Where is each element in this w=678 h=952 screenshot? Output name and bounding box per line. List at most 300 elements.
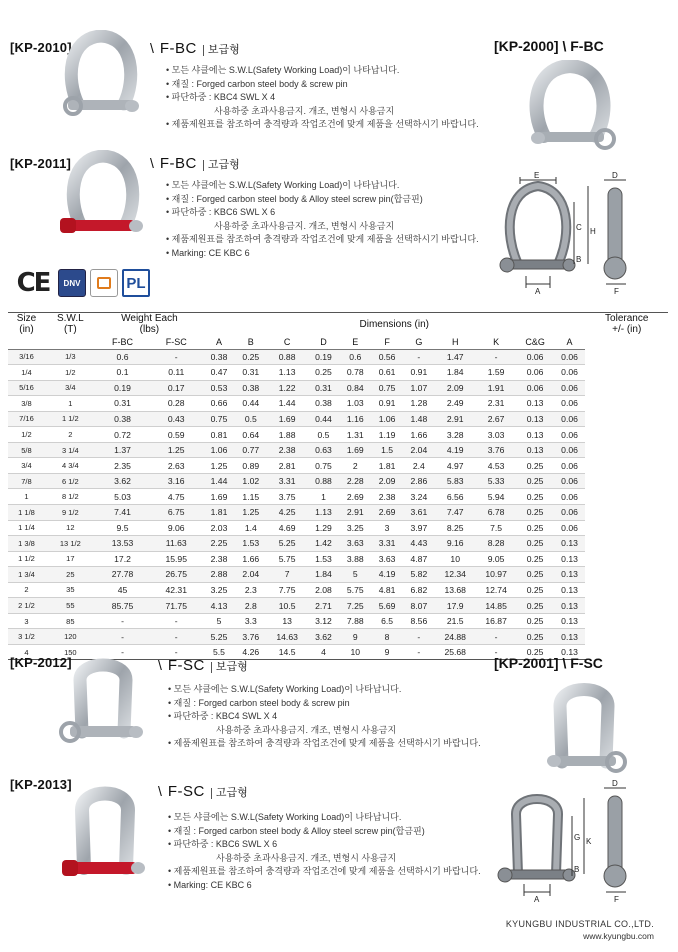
table-cell: 0.13 xyxy=(554,613,586,629)
table-cell: 2.28 xyxy=(339,473,371,489)
table-cell: 0.06 xyxy=(554,349,586,365)
table-cell: 35 xyxy=(45,582,96,598)
table-cell: 0.13 xyxy=(554,644,586,660)
table-cell: 1.47 xyxy=(435,349,476,365)
subcol-4: C xyxy=(267,335,308,349)
table-cell: 0.1 xyxy=(96,365,150,381)
table-cell: 0.6 xyxy=(339,349,371,365)
spec-item: • 모든 샤클에는 S.W.L(Safety Working Load)이 나타납니다. xyxy=(168,811,481,825)
spec-item: • 파단하중 : KBC6 SWL X 6 xyxy=(166,206,479,220)
table-cell: 2.31 xyxy=(476,396,517,412)
table-cell: 0.53 xyxy=(203,380,235,396)
table-cell: 6.78 xyxy=(476,504,517,520)
table-cell: 150 xyxy=(45,644,96,660)
table-cell: 4.26 xyxy=(235,644,267,660)
subcol-2: A xyxy=(203,335,235,349)
table-cell: 0.84 xyxy=(339,380,371,396)
dim-label-f: F xyxy=(614,895,619,904)
table-cell: 10 xyxy=(339,644,371,660)
subcol-8: G xyxy=(403,335,435,349)
spec-list-kp2011 xyxy=(166,179,479,261)
table-cell: 3.63 xyxy=(371,551,403,567)
table-cell: 4.43 xyxy=(403,536,435,552)
table-cell: 5.82 xyxy=(403,567,435,583)
spec-item: 사용하중 초과사용금지. 개조, 변형시 사용금지 xyxy=(216,724,397,735)
table-cell: 4.97 xyxy=(435,458,476,474)
table-cell: 11.63 xyxy=(149,536,203,552)
dim-label-d: D xyxy=(612,780,618,788)
table-cell: 1.66 xyxy=(235,551,267,567)
table-row xyxy=(8,458,668,474)
table-cell: 8.28 xyxy=(476,536,517,552)
table-cell: 17.2 xyxy=(96,551,150,567)
table-cell: 21.5 xyxy=(435,613,476,629)
spec-item: • 제품제원표를 참조하여 충격량과 작업조건에 맞게 제품을 선택하시기 바랍니다. xyxy=(168,865,481,879)
table-cell: 1.25 xyxy=(235,504,267,520)
table-cell: 4.13 xyxy=(203,598,235,614)
table-cell: 0.06 xyxy=(554,442,586,458)
table-row xyxy=(8,504,668,520)
table-cell: 1.59 xyxy=(476,365,517,381)
table-cell: 1 xyxy=(308,489,340,505)
table-cell: 8 xyxy=(371,629,403,645)
table-cell: 7/16 xyxy=(8,411,45,427)
shackle-photo-kp2011 xyxy=(58,150,148,246)
table-cell: - xyxy=(476,629,517,645)
subcol-10: K xyxy=(476,335,517,349)
table-cell: 9 xyxy=(339,629,371,645)
table-cell: 1.53 xyxy=(235,536,267,552)
table-cell: 3.76 xyxy=(235,629,267,645)
table-cell: 1.66 xyxy=(403,427,435,443)
stamp-text: KBC xyxy=(530,806,543,812)
table-cell: 0.25 xyxy=(517,504,554,520)
table-row xyxy=(8,536,668,552)
table-row xyxy=(8,349,668,365)
table-row xyxy=(8,551,668,567)
dim-label-g: G xyxy=(574,833,581,842)
table-cell: 1.42 xyxy=(308,536,340,552)
stamp-text: KBC xyxy=(535,204,548,210)
dimension-drawing-bc xyxy=(490,172,660,302)
product-heading-kp2013: \ F-SC 고급형 xyxy=(158,783,248,800)
table-cell: 13.53 xyxy=(96,536,150,552)
table-cell: 1/2 xyxy=(45,365,96,381)
table-cell: - xyxy=(403,629,435,645)
table-cell: 27.78 xyxy=(96,567,150,583)
table-cell: 0.31 xyxy=(308,380,340,396)
shackle-photo-kp2013 xyxy=(58,780,152,888)
grade-label: 고급형 xyxy=(211,788,248,799)
table-cell: 1/4 xyxy=(8,365,45,381)
table-cell: 1.44 xyxy=(203,473,235,489)
table-cell: 2.38 xyxy=(267,442,308,458)
table-row xyxy=(8,427,668,443)
product-heading-kp2001: [KP-2001] \ F-SC xyxy=(494,655,603,671)
table-cell: 2.49 xyxy=(435,396,476,412)
table-cell: 3.12 xyxy=(308,613,340,629)
table-cell: 5.75 xyxy=(267,551,308,567)
table-cell: 0.25 xyxy=(517,598,554,614)
table-cell: 0.13 xyxy=(554,536,586,552)
spec-item: • 파단하중 : KBC4 SWL X 4 xyxy=(166,91,479,105)
table-cell: 0.64 xyxy=(235,427,267,443)
table-cell: 3.24 xyxy=(403,489,435,505)
grade-label: 보급형 xyxy=(203,45,240,56)
table-cell: 3.3 xyxy=(235,613,267,629)
table-cell: 3.62 xyxy=(308,629,340,645)
table-cell: 0.13 xyxy=(517,442,554,458)
table-cell: 2.35 xyxy=(96,458,150,474)
table-cell: 4 xyxy=(308,644,340,660)
table-cell: 4.87 xyxy=(403,551,435,567)
table-cell: 6.5 xyxy=(371,613,403,629)
table-cell: 0.06 xyxy=(554,380,586,396)
table-cell: - xyxy=(403,644,435,660)
table-cell: 2.81 xyxy=(267,458,308,474)
subcol-0: F-BC xyxy=(96,335,150,349)
table-cell: 1.16 xyxy=(339,411,371,427)
table-cell: 1 3/4 xyxy=(8,567,45,583)
table-cell: 0.13 xyxy=(517,396,554,412)
subcol-7: F xyxy=(371,335,403,349)
table-cell: 0.44 xyxy=(308,411,340,427)
table-row xyxy=(8,473,668,489)
table-cell: 0.31 xyxy=(235,365,267,381)
table-cell: 0.47 xyxy=(203,365,235,381)
table-cell: 15.95 xyxy=(149,551,203,567)
dim-label-e: E xyxy=(534,172,540,180)
table-row xyxy=(8,598,668,614)
table-cell: 85 xyxy=(45,613,96,629)
table-cell: 6.75 xyxy=(149,504,203,520)
spec-item: • Marking: CE KBC 6 xyxy=(168,879,481,893)
table-cell: 5.5 xyxy=(203,644,235,660)
table-row xyxy=(8,520,668,536)
model-name: F-BC xyxy=(159,40,197,57)
table-cell: 120 xyxy=(45,629,96,645)
table-cell: 1.37 xyxy=(96,442,150,458)
table-cell: 0.6 xyxy=(96,349,150,365)
model-name: F-SC xyxy=(167,657,205,674)
table-cell: 7.47 xyxy=(435,504,476,520)
table-cell: 55 xyxy=(45,598,96,614)
table-cell: 7.75 xyxy=(267,582,308,598)
table-cell: 0.75 xyxy=(203,411,235,427)
table-cell: 7.41 xyxy=(96,504,150,520)
table-cell: - xyxy=(96,629,150,645)
table-cell: 1.53 xyxy=(308,551,340,567)
table-cell: 2.25 xyxy=(203,536,235,552)
spec-item: • 재질 : Forged carbon steel body & screw pin xyxy=(168,697,481,711)
table-cell: 5.33 xyxy=(476,473,517,489)
dim-label-a: A xyxy=(535,287,541,296)
table-cell: 2.86 xyxy=(403,473,435,489)
table-cell: 1/3 xyxy=(45,349,96,365)
table-cell: 3.28 xyxy=(435,427,476,443)
table-cell: 2.4 xyxy=(403,458,435,474)
table-cell: 5.94 xyxy=(476,489,517,505)
table-cell: 5 xyxy=(203,613,235,629)
table-cell: 9 xyxy=(371,644,403,660)
table-cell: 71.75 xyxy=(149,598,203,614)
table-cell: 16.87 xyxy=(476,613,517,629)
table-cell: 2.3 xyxy=(235,582,267,598)
table-cell: 0.06 xyxy=(517,380,554,396)
table-cell: 5.25 xyxy=(267,536,308,552)
table-cell: 2.08 xyxy=(308,582,340,598)
table-cell: 3 1/2 xyxy=(8,629,45,645)
table-cell: 1.44 xyxy=(267,396,308,412)
subcol-11: C&G xyxy=(517,335,554,349)
table-cell: 1.69 xyxy=(203,489,235,505)
table-cell: 1.69 xyxy=(339,442,371,458)
table-cell: - xyxy=(149,629,203,645)
table-row xyxy=(8,567,668,583)
table-cell: 7/8 xyxy=(8,473,45,489)
table-cell: 1.81 xyxy=(203,504,235,520)
table-cell: 2.63 xyxy=(149,458,203,474)
table-cell: 5/16 xyxy=(8,380,45,396)
table-cell: 4.75 xyxy=(149,489,203,505)
table-cell: 2.04 xyxy=(403,442,435,458)
shackle-photo-kp2001 xyxy=(540,676,630,780)
spec-item: • 모든 샤클에는 S.W.L(Safety Working Load)이 나타납니다. xyxy=(166,64,479,78)
table-cell: 1 1/2 xyxy=(45,411,96,427)
table-cell: 0.06 xyxy=(517,365,554,381)
product-heading-kp2000: [KP-2000] \ F-BC xyxy=(494,38,604,54)
col-tolerance: Tolerance +/- (in) xyxy=(605,313,649,335)
table-cell: 0.25 xyxy=(517,644,554,660)
table-cell: 2.09 xyxy=(371,473,403,489)
table-cell: 0.38 xyxy=(96,411,150,427)
table-cell: 10.5 xyxy=(267,598,308,614)
table-cell: 0.13 xyxy=(554,567,586,583)
table-cell: 1.22 xyxy=(267,380,308,396)
table-cell: 0.81 xyxy=(203,427,235,443)
table-cell: 0.11 xyxy=(149,365,203,381)
col-dimensions: Dimensions (in) xyxy=(359,318,429,330)
table-cell: 5.25 xyxy=(203,629,235,645)
table-cell: 2.91 xyxy=(339,504,371,520)
table-row xyxy=(8,613,668,629)
table-cell: 0.06 xyxy=(554,504,586,520)
table-cell: 6.82 xyxy=(403,582,435,598)
table-cell: 0.25 xyxy=(517,551,554,567)
subcol-5: D xyxy=(308,335,340,349)
table-cell: 7.25 xyxy=(339,598,371,614)
table-cell: 3.61 xyxy=(403,504,435,520)
table-cell: 1.31 xyxy=(339,427,371,443)
table-cell: 13 xyxy=(267,613,308,629)
table-cell: 3 1/4 xyxy=(45,442,96,458)
spec-item: 사용하중 초과사용금지. 개조, 변형시 사용금지 xyxy=(214,220,395,231)
subcol-9: H xyxy=(435,335,476,349)
table-row xyxy=(8,380,668,396)
table-cell: 7.88 xyxy=(339,613,371,629)
table-cell: 0.77 xyxy=(235,442,267,458)
table-cell: - xyxy=(476,644,517,660)
table-cell: 3.75 xyxy=(267,489,308,505)
table-cell: 0.38 xyxy=(308,396,340,412)
table-cell: 14.5 xyxy=(267,644,308,660)
table-cell: 0.06 xyxy=(554,411,586,427)
shackle-photo-kp2010 xyxy=(58,30,144,126)
table-cell: 0.13 xyxy=(554,598,586,614)
table-cell: 3.62 xyxy=(96,473,150,489)
pl-mark-icon: PL xyxy=(122,269,150,297)
table-cell: 0.06 xyxy=(554,473,586,489)
table-cell: 3.31 xyxy=(267,473,308,489)
table-cell: 0.06 xyxy=(554,396,586,412)
spec-item: 사용하중 초과사용금지. 개조, 변형시 사용금지 xyxy=(216,852,397,863)
table-cell: 4.81 xyxy=(371,582,403,598)
table-cell: 2.67 xyxy=(476,411,517,427)
table-cell: 2.88 xyxy=(203,567,235,583)
table-cell: 1 1/8 xyxy=(8,504,45,520)
table-cell: 5.69 xyxy=(371,598,403,614)
table-cell: 1.25 xyxy=(203,458,235,474)
table-cell: 2.69 xyxy=(339,489,371,505)
table-cell: 0.25 xyxy=(517,629,554,645)
table-cell: 0.63 xyxy=(308,442,340,458)
table-cell: 3.16 xyxy=(149,473,203,489)
table-cell: 0.06 xyxy=(554,365,586,381)
certification-logos xyxy=(12,269,150,297)
table-cell: 0.91 xyxy=(403,365,435,381)
table-cell: 5.03 xyxy=(96,489,150,505)
table-cell: 1.19 xyxy=(371,427,403,443)
product-code-kp2012: [KP-2012] xyxy=(10,655,72,670)
table-cell: 42.31 xyxy=(149,582,203,598)
table-cell: 0.66 xyxy=(203,396,235,412)
table-cell: 0.13 xyxy=(517,411,554,427)
table-cell: 12.34 xyxy=(435,567,476,583)
table-cell: 3.97 xyxy=(403,520,435,536)
table-cell: 14.85 xyxy=(476,598,517,614)
table-cell: 1.13 xyxy=(267,365,308,381)
dim-label-a: A xyxy=(534,895,540,904)
table-cell: 0.25 xyxy=(517,536,554,552)
grade-label: 보급형 xyxy=(211,662,248,673)
table-row xyxy=(8,411,668,427)
table-cell: 1.02 xyxy=(235,473,267,489)
table-cell: 0.06 xyxy=(554,520,586,536)
spec-table xyxy=(8,312,668,660)
table-cell: 3.25 xyxy=(203,582,235,598)
dim-label-h: H xyxy=(590,227,596,236)
product-code-kp2011: [KP-2011] xyxy=(10,156,72,171)
table-cell: 1.25 xyxy=(149,442,203,458)
table-cell: 0.78 xyxy=(339,365,371,381)
table-cell: 2.04 xyxy=(235,567,267,583)
table-cell: 0.43 xyxy=(149,411,203,427)
table-cell: 0.25 xyxy=(517,458,554,474)
spec-item: • 제품제원표를 참조하여 충격량과 작업조건에 맞게 제품을 선택하시기 바랍니다. xyxy=(166,118,479,132)
table-cell: 3/4 xyxy=(45,380,96,396)
table-cell: 3.63 xyxy=(339,536,371,552)
spec-item: 사용하중 초과사용금지. 개조, 변형시 사용금지 xyxy=(214,105,395,116)
dim-label-b: B xyxy=(576,255,582,264)
table-cell: 1.48 xyxy=(403,411,435,427)
table-cell: 0.06 xyxy=(517,349,554,365)
shackle-photo-kp2012 xyxy=(58,650,148,750)
table-cell: 2.8 xyxy=(235,598,267,614)
table-row xyxy=(8,629,668,645)
grade-label: 고급형 xyxy=(203,160,240,171)
table-cell: 0.5 xyxy=(308,427,340,443)
table-cell: 9.16 xyxy=(435,536,476,552)
table-cell: 0.13 xyxy=(517,427,554,443)
table-cell: 0.75 xyxy=(308,458,340,474)
spec-list-kp2010 xyxy=(166,64,479,132)
subcol-6: E xyxy=(339,335,371,349)
shackle-photo-kp2000 xyxy=(520,60,620,156)
spec-list-kp2013 xyxy=(168,811,481,893)
table-cell: 1 3/8 xyxy=(8,536,45,552)
table-cell: - xyxy=(149,613,203,629)
table-cell: 0.17 xyxy=(149,380,203,396)
product-heading-kp2011: \ F-BC 고급형 xyxy=(150,155,240,172)
table-cell: 0.19 xyxy=(96,380,150,396)
table-cell: 25.68 xyxy=(435,644,476,660)
table-cell: 0.28 xyxy=(149,396,203,412)
table-cell: 0.5 xyxy=(235,411,267,427)
table-cell: 1.88 xyxy=(267,427,308,443)
table-row xyxy=(8,582,668,598)
table-cell: 3.76 xyxy=(476,442,517,458)
table-cell: 1 xyxy=(45,396,96,412)
table-cell: 1 1/2 xyxy=(8,551,45,567)
table-cell: 8.25 xyxy=(435,520,476,536)
table-cell: 45 xyxy=(96,582,150,598)
table-cell: 0.91 xyxy=(371,396,403,412)
table-cell: 3.88 xyxy=(339,551,371,567)
table-cell: 0.56 xyxy=(371,349,403,365)
dim-label-d: D xyxy=(612,172,618,180)
col-swl: S.W.L (T) xyxy=(56,313,84,335)
subcol-3: B xyxy=(235,335,267,349)
company-website[interactable]: www.kyungbu.com xyxy=(583,931,654,941)
table-cell: 0.25 xyxy=(308,365,340,381)
table-cell: 0.13 xyxy=(554,582,586,598)
table-cell: 1.5 xyxy=(371,442,403,458)
ce-mark-icon: CE xyxy=(16,268,50,298)
table-cell: - xyxy=(96,613,150,629)
table-cell: 9.05 xyxy=(476,551,517,567)
table-cell: 8.07 xyxy=(403,598,435,614)
col-size: Size (in) xyxy=(16,313,37,335)
product-heading-kp2010: \ F-BC 보급형 xyxy=(150,40,240,57)
table-cell: 3 xyxy=(371,520,403,536)
table-cell: 2.38 xyxy=(371,489,403,505)
table-cell: 5/8 xyxy=(8,442,45,458)
dim-label-c: C xyxy=(576,223,582,232)
table-row xyxy=(8,442,668,458)
table-cell: 13 1/2 xyxy=(45,536,96,552)
dim-label-f: F xyxy=(614,287,619,296)
table-cell: 0.25 xyxy=(517,520,554,536)
table-cell: 12.74 xyxy=(476,582,517,598)
table-cell: 1.84 xyxy=(435,365,476,381)
table-cell: 1.91 xyxy=(476,380,517,396)
table-cell: 13.68 xyxy=(435,582,476,598)
table-cell: 1.15 xyxy=(235,489,267,505)
table-cell: 0.88 xyxy=(267,349,308,365)
table-cell: 0.25 xyxy=(517,473,554,489)
model-name: F-BC xyxy=(159,155,197,172)
table-cell: 4.53 xyxy=(476,458,517,474)
